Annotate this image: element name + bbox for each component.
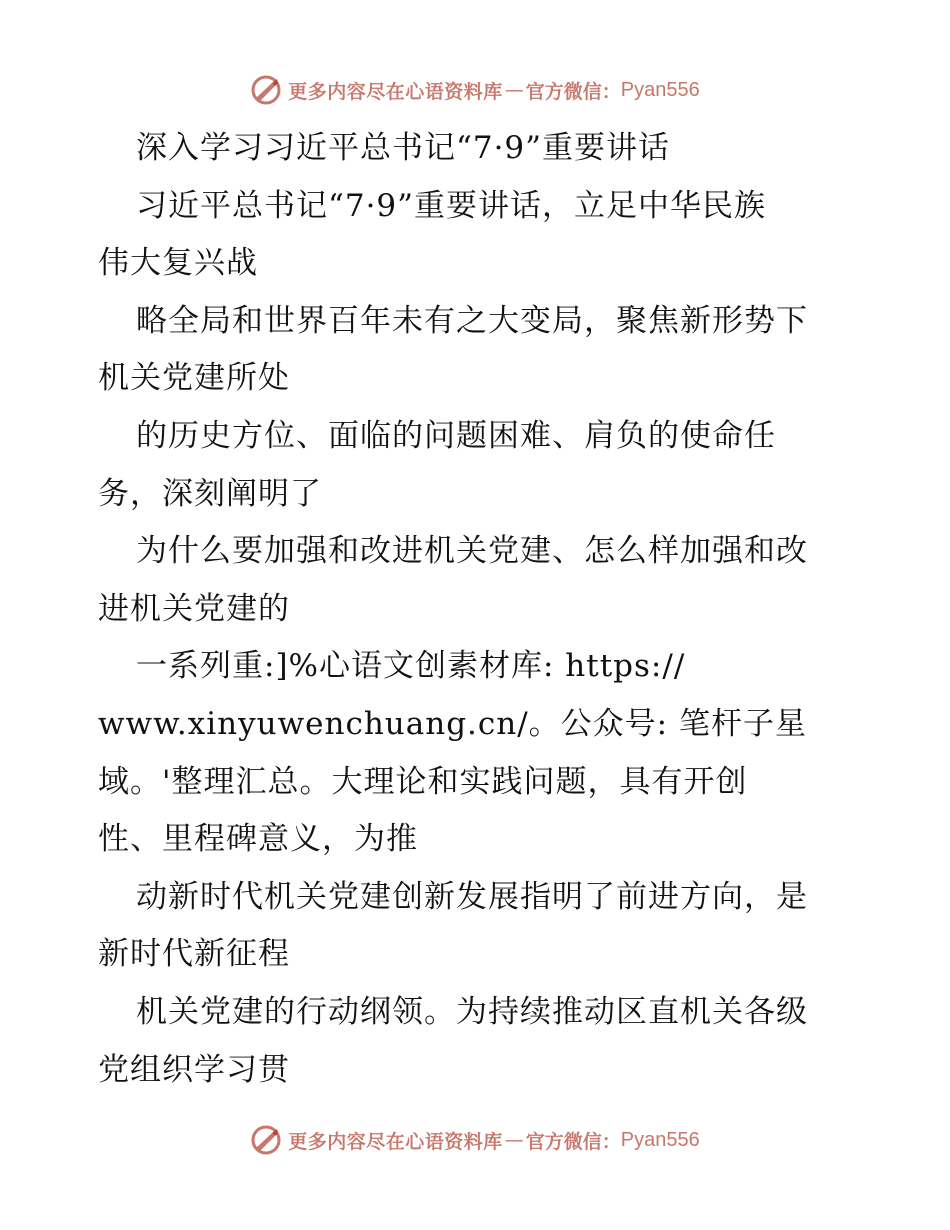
paragraph-line: 域。'整理汇总。大理论和实践问题，具有开创	[98, 763, 748, 800]
paragraph-line: 一系列重:]%心语文创素材库: https://	[136, 648, 686, 685]
paragraph-line: 略全局和世界百年未有之大变局，聚焦新形势下	[136, 302, 808, 339]
paragraph-line: 习近平总书记“7·9”重要讲话，立足中华民族	[136, 187, 766, 224]
watermark-separator: —	[504, 1129, 524, 1151]
watermark-wechat-label: 官方微信：	[525, 1130, 621, 1153]
document-title: 深入学习习近平总书记“7·9”重要讲话	[136, 130, 670, 166]
watermark-wechat-label: 官方微信：	[525, 80, 621, 103]
paragraph-line: 为什么要加强和改进机关党建、怎么样加强和改	[136, 533, 808, 570]
paragraph-line: 机关党建的行动纲领。为持续推动区直机关各级	[136, 993, 808, 1030]
paragraph-line: 机关党建所处	[98, 360, 290, 397]
watermark-wechat-id: Pyan556	[620, 78, 700, 101]
paragraph-line: 动新时代机关党建创新发展指明了前进方向，是	[136, 878, 808, 915]
footer-watermark	[0, 1120, 950, 1160]
paragraph-line: 务，深刻阐明了	[98, 475, 322, 512]
header-watermark	[0, 70, 950, 110]
paragraph-line: www.xinyuwenchuang.cn/。公众号: 笔杆子星	[98, 705, 807, 742]
pen-logo-icon	[250, 74, 282, 106]
paragraph-line: 进机关党建的	[98, 590, 290, 627]
paragraph-line: 新时代新征程	[98, 936, 290, 973]
watermark-brand: 更多内容尽在心语资料库	[288, 1130, 503, 1153]
paragraph-line: 伟大复兴战	[98, 245, 258, 282]
paragraph-line: 性、里程碑意义，为推	[98, 821, 418, 858]
paragraph-line: 党组织学习贯	[98, 1051, 290, 1088]
watermark-wechat-id: Pyan556	[620, 1128, 700, 1151]
watermark-separator: —	[504, 79, 524, 101]
watermark-brand: 更多内容尽在心语资料库	[288, 80, 503, 103]
pen-logo-icon	[250, 1124, 282, 1156]
paragraph-line: 的历史方位、面临的问题困难、肩负的使命任	[136, 417, 776, 454]
document-body	[98, 120, 858, 1099]
